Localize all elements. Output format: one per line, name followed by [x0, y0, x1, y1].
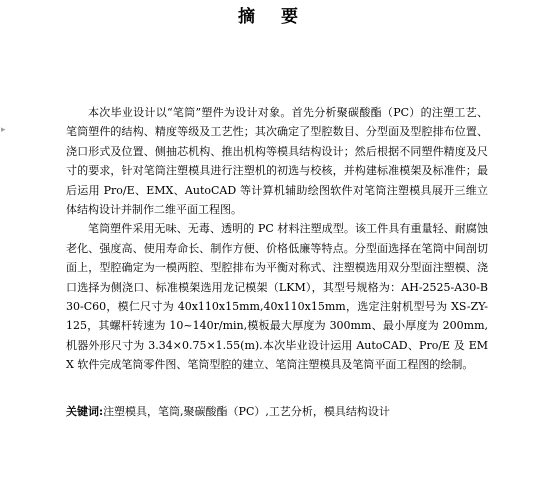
margin-mark: ▸ — [1, 125, 6, 135]
abstract-paragraph-1: 本次毕业设计以“笔筒”塑件为设计对象。首先分析聚碳酸酯（PC）的注塑工艺、笔筒塑件的结构、精度等级及工艺性；其次确定了型腔数目、分型面及型腔排布位置、浇口形式及位置、侧抽芯机构、推出机构等模具结构设计；然后根据不同塑件精度及尺寸的要求，针对笔筒注塑模具进行注塑机的初选与校核，并构建标准模架及标准件；最后运用 Pro/E、EMX、AutoCAD 等计算机辅助绘图软件对笔筒注塑模具展开三维立体结构设计并制作二维平面工程图。 — [66, 106, 488, 217]
keywords-label: 关键词: — [66, 405, 104, 418]
abstract-body — [66, 103, 488, 375]
abstract-paragraph-2: 笔筒塑件采用无味、无毒、透明的 PC 材料注塑成型。该工件具有重量轻、耐腐蚀老化、强度高、使用寿命长、制作方便、价格低廉等特点。分型面选择在笔筒中间剖切面上，型腔确定为一模两腔、型腔排布为平衡对称式、注塑模选用双分型面注塑模、浇口选择为侧浇口、标准模架选用龙记模架（LKM），其型号规格为：AH-2525-A30-B30-C60，模仁尺寸为 40x110x15mm,40x110x15mm，选定注射机型号为 XS-ZY-125，其螺杆转速为 10~140r/min,模板最大厚度为 300mm、最小厚度为 200mm,机器外形尺寸为 3.34×0.75×1.55(m).本次毕业设计运用 AutoCAD、Pro/E 及 EMX 软件完成笔筒零件图、笔筒型腔的建立、笔筒注塑模具及笔筒平面工程图的绘制。 — [66, 222, 488, 372]
abstract-title: 摘 要 — [238, 7, 308, 27]
keywords-line — [66, 402, 496, 421]
keywords-text: 注塑模具，笔筒,聚碳酸酯（PC）,工艺分析，模具结构设计 — [103, 405, 390, 418]
